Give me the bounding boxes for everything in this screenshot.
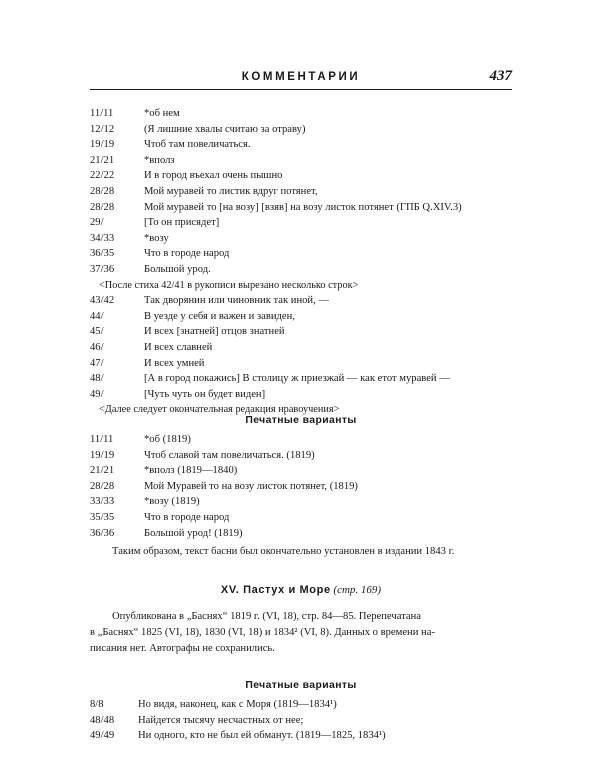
variant-text: *возу (1819) [144, 496, 200, 508]
editorial-note [90, 278, 520, 294]
printed-variants-list-2 [90, 697, 520, 744]
variant-text: И всех умней [144, 357, 205, 369]
variant-row [90, 479, 520, 495]
line-number: 35/35 [90, 511, 115, 523]
line-number: 49/ [90, 388, 104, 400]
variant-row [90, 106, 520, 122]
variant-row [90, 728, 520, 744]
variant-row [90, 697, 520, 713]
variant-row [90, 137, 520, 153]
variant-text: *об (1819) [144, 434, 191, 445]
variant-row [90, 494, 520, 510]
variant-row [90, 231, 520, 247]
variant-text: Большой урод! (1819) [144, 527, 243, 539]
line-number: 44/ [90, 310, 104, 322]
publication-line: в „Баснях“ 1825 (VI, 18), 1830 (VI, 18) и 1834² (VI, 8). Данных о времени на- [90, 626, 435, 638]
line-number: 49/49 [90, 730, 115, 742]
variant-text: Мой Муравей то на возу листок потянет, (1819) [144, 480, 358, 492]
variant-text: Ни одного, кто не был ей обманут. (1819—1825, 1834¹) [138, 730, 386, 742]
variant-text: [Чуть чуть он будет виден] [144, 388, 266, 400]
line-number: 28/28 [90, 480, 115, 492]
variant-row [90, 309, 520, 325]
line-number: 21/21 [90, 465, 115, 477]
line-number: 48/ [90, 373, 104, 385]
variant-row [90, 168, 520, 184]
line-number: 37/36 [90, 263, 115, 275]
variant-text: Что в городе народ [144, 248, 230, 260]
line-number: 47/ [90, 357, 104, 369]
variant-text: Мой муравей то [на возу] [взяв] на возу листок потянет (ГПБ Q.XIV.3) [144, 201, 462, 213]
line-number: 22/22 [90, 170, 115, 182]
variant-text: (Я лишние хвалы считаю за отраву) [144, 123, 306, 135]
variant-row [90, 153, 520, 169]
variant-text: Найдется тысячу несчастных от нее; [138, 714, 304, 726]
variant-row [90, 356, 520, 372]
line-number: 29/ [90, 217, 104, 229]
variant-row [90, 526, 520, 542]
publication-line: Опубликована в „Баснях“ 1819 г. (VI, 18), стр. 84—85. Перепечатана [112, 611, 421, 622]
variant-text: *об нем [144, 108, 180, 119]
line-number: 11/11 [90, 434, 114, 445]
line-number: 11/11 [90, 108, 114, 119]
printed-variants-heading-2: Печатные варианты [245, 680, 357, 691]
note-text: <После стиха 42/41 в рукописи вырезано несколько строк> [99, 279, 359, 291]
printed-variants-heading-1: Печатные варианты [245, 415, 357, 426]
variant-row [90, 293, 520, 309]
publication-line: писания нет. Автографы не сохранились. [90, 642, 275, 654]
line-number: 43/42 [90, 295, 115, 307]
note-text: <Далее следует окончательная редакция нравоучения> [99, 404, 340, 416]
header-title: КОММЕНТАРИИ [241, 71, 361, 83]
manuscript-variants [90, 106, 520, 418]
variant-row [90, 200, 520, 216]
variant-row [90, 340, 520, 356]
section-page-ref: (стр. 169) [333, 584, 382, 596]
variant-row [90, 262, 520, 278]
variant-row [90, 184, 520, 200]
variant-text: И всех [знатней] отцов знатней [144, 326, 285, 338]
page-number: 437 [489, 68, 512, 84]
line-number: 36/35 [90, 248, 115, 260]
variant-row [90, 510, 520, 526]
variant-text: Что в городе народ [144, 511, 230, 523]
printed-variants-list-1 [90, 432, 520, 541]
variant-row [90, 324, 520, 340]
variant-text: И в город въехал очень пышно [144, 170, 283, 182]
variant-row [90, 371, 520, 387]
running-header [90, 68, 512, 90]
variant-row [90, 463, 520, 479]
variant-row [90, 432, 520, 448]
section-title [90, 584, 512, 596]
variant-row [90, 122, 520, 138]
line-number: 28/28 [90, 185, 115, 197]
variant-row [90, 448, 520, 464]
line-number: 45/ [90, 326, 104, 338]
header-rule [90, 89, 512, 90]
line-number: 34/33 [90, 232, 115, 244]
line-number: 33/33 [90, 496, 115, 508]
variant-text: Чтоб славой там повеличаться. (1819) [144, 449, 315, 461]
variant-text: Чтоб там повеличаться. [144, 139, 251, 151]
variant-row [90, 215, 520, 231]
line-number: 21/21 [90, 154, 115, 166]
variant-text: Большой урод. [144, 263, 211, 275]
section-title-text: XV. Пастух и Море [220, 584, 331, 596]
conclusion-paragraph [90, 544, 512, 560]
variant-row [90, 387, 520, 403]
variant-text: [А в город покажись] В столицу ж приезжай — как етот муравей — [144, 373, 450, 385]
line-number: 12/12 [90, 123, 115, 135]
variant-text: Мой муравей то листик вдруг потянет, [144, 185, 318, 197]
variant-text: Так дворянин или чиновник так иной, — [144, 295, 329, 307]
variant-row [90, 713, 520, 729]
line-number: 46/ [90, 341, 104, 353]
variant-row [90, 246, 520, 262]
publication-paragraph [90, 609, 512, 656]
variant-text: В уезде у себя и важен и завиден, [144, 310, 295, 322]
line-number: 19/19 [90, 139, 115, 151]
variant-text: *вполз (1819—1840) [144, 465, 238, 477]
line-number: 19/19 [90, 449, 115, 461]
variant-text: И всех славней [144, 341, 213, 353]
conclusion-text: Таким образом, текст басни был окончательно установлен в издании 1843 г. [112, 546, 455, 557]
line-number: 48/48 [90, 714, 115, 726]
variant-text: *возу [144, 232, 169, 244]
line-number: 28/28 [90, 201, 115, 213]
variant-text: [То он присядет] [144, 217, 220, 229]
variant-text: Но видя, наконец, как с Моря (1819—1834¹) [138, 699, 337, 710]
line-number: 8/8 [90, 699, 104, 710]
variant-text: *вполз [144, 154, 175, 166]
line-number: 36/36 [90, 527, 115, 539]
